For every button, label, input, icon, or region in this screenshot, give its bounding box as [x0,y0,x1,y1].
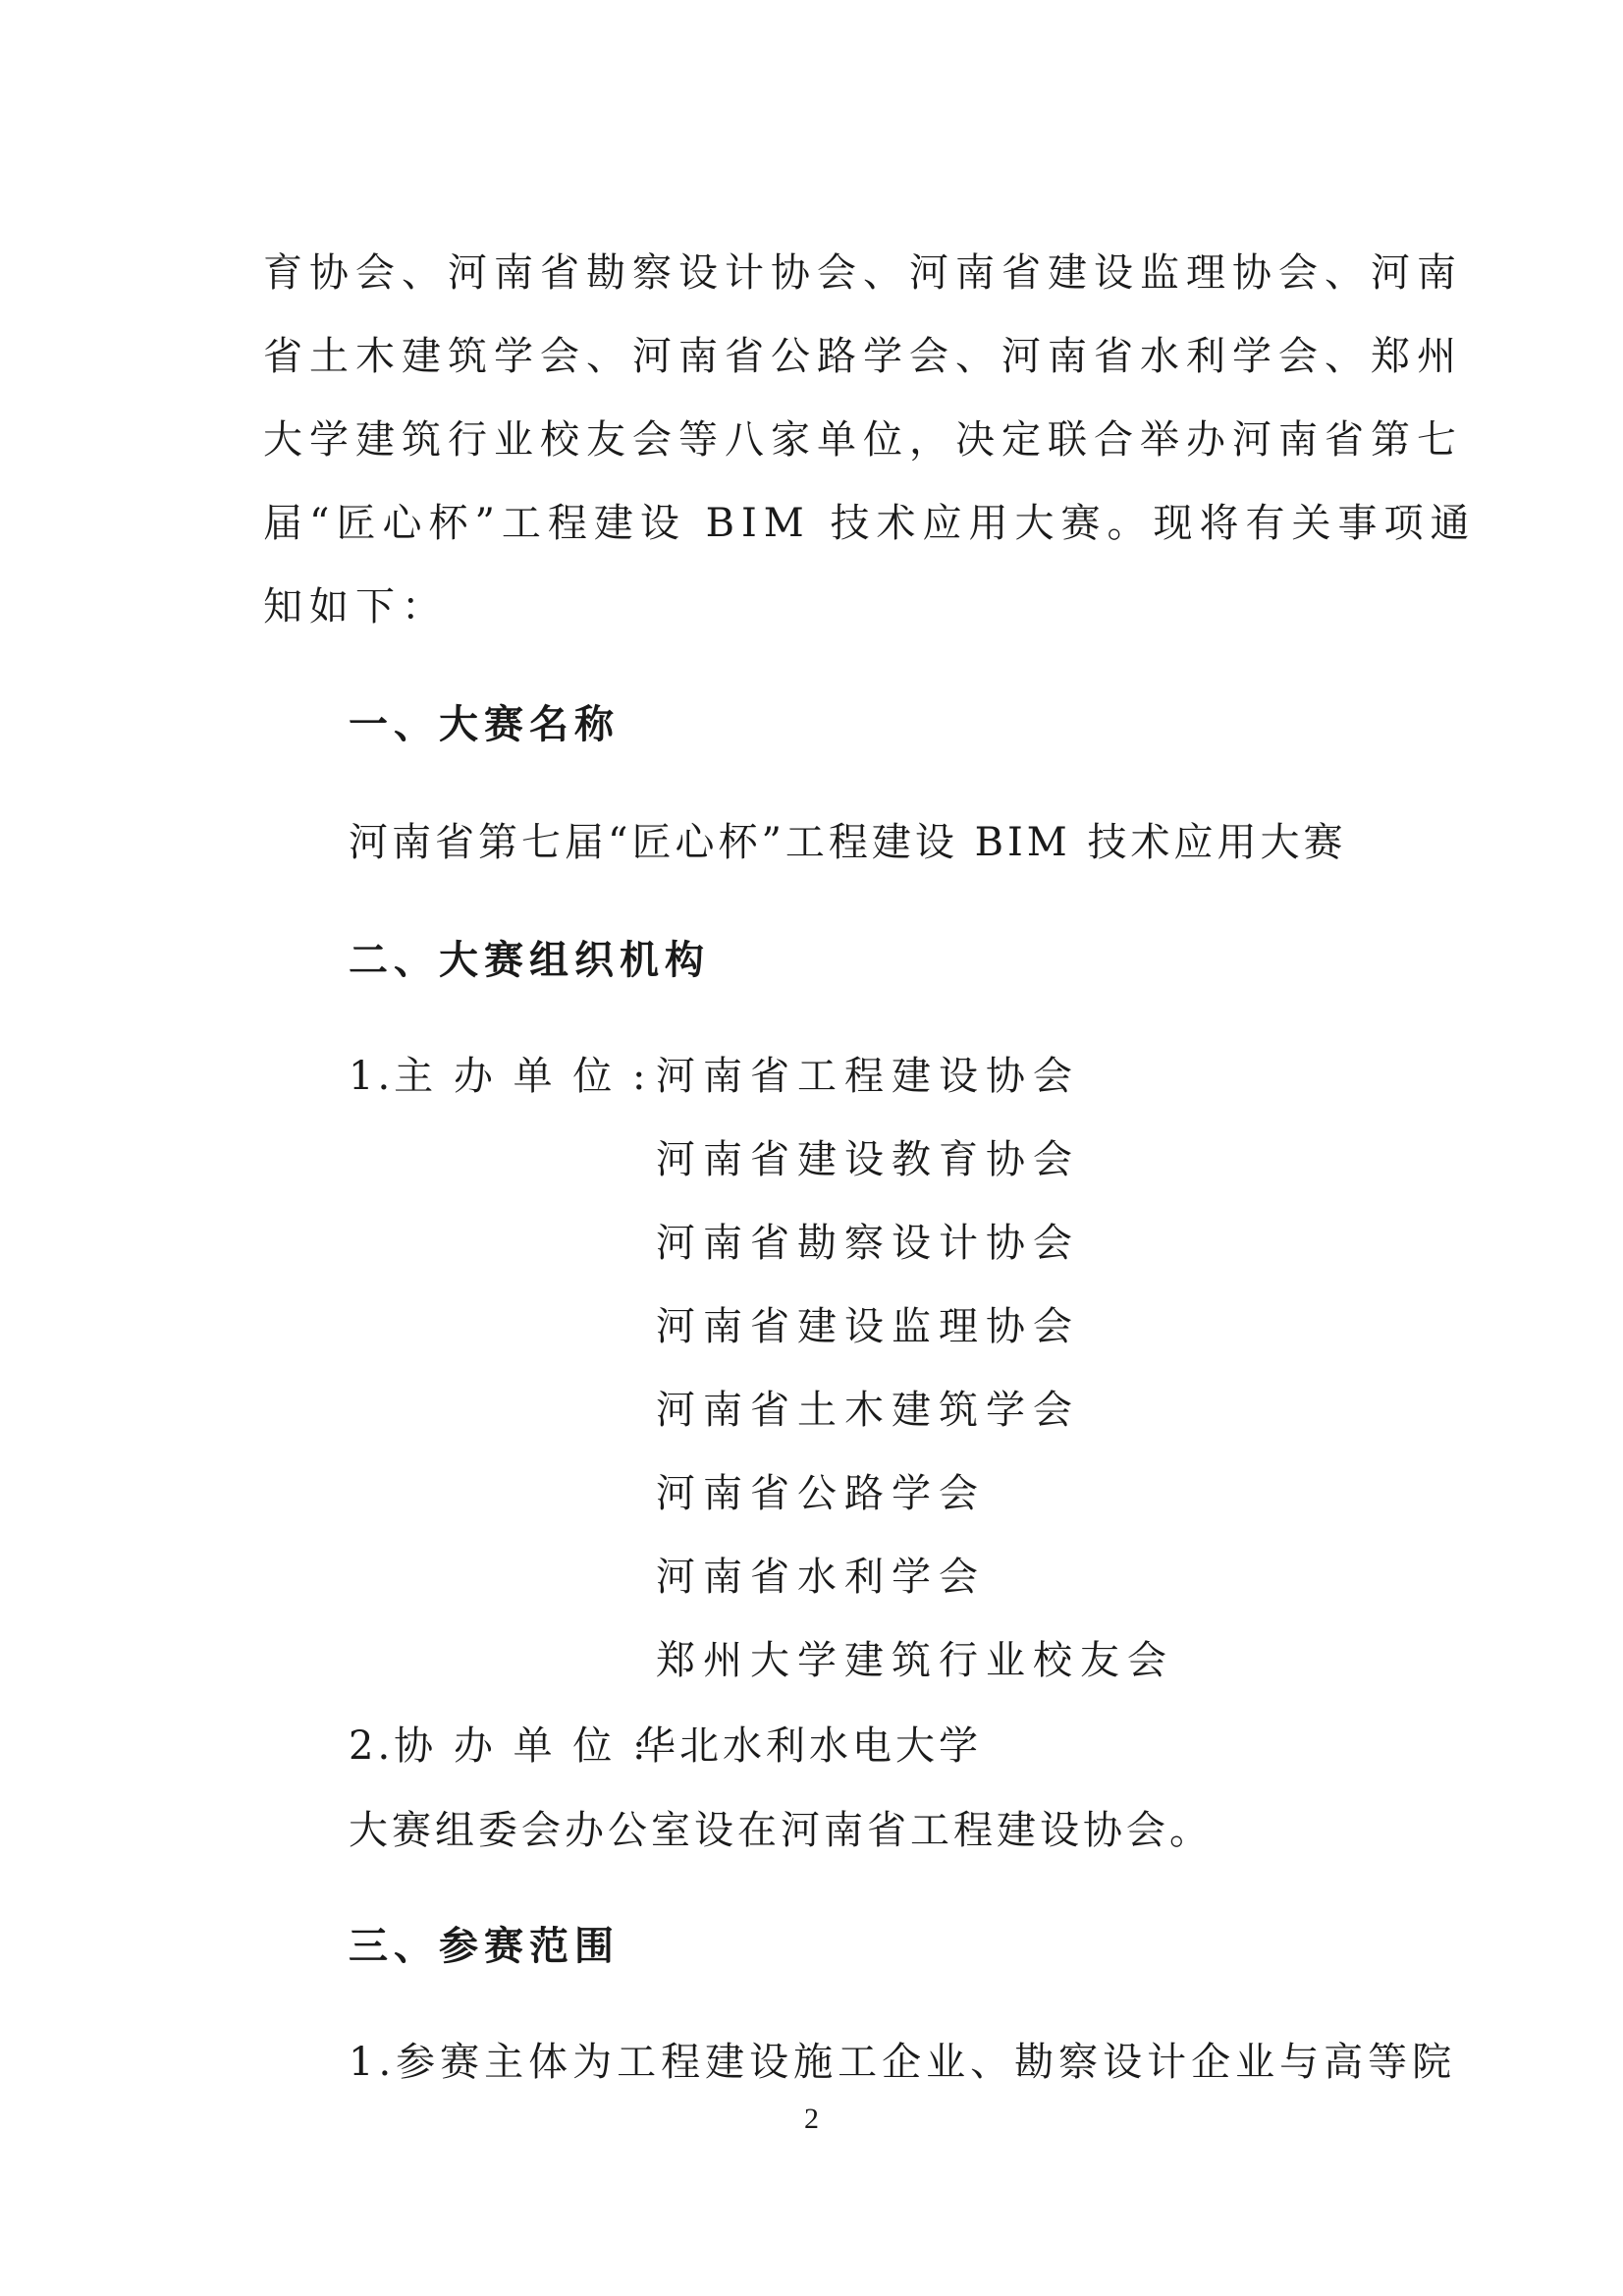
host-org-2: 河南省建设教育协会 [656,1137,1080,1182]
host-org-1: 河南省工程建设协会 [656,1054,1080,1099]
competition-name: 河南省第七届“匠心杯”工程建设 BIM 技术应用大赛 [349,820,1347,865]
section-3-heading: 三、参赛范围 [349,1923,620,1969]
host-org-3: 河南省勘察设计协会 [656,1221,1080,1266]
section-1-heading: 一、大赛名称 [349,701,620,747]
co-organizer-label: 2.协 办 单 位 : [349,1723,650,1769]
host-org-8: 郑州大学建筑行业校友会 [656,1638,1174,1683]
intro-line-4: 届“匠心杯”工程建设 BIM 技术应用大赛。现将有关事项通 [263,501,1477,546]
host-label: 1.主 办 单 位 : [349,1054,650,1099]
intro-line-3: 大学建筑行业校友会等八家单位，决定联合举办河南省第七 [263,417,1463,463]
host-org-5: 河南省土木建筑学会 [656,1388,1080,1433]
section-2-heading: 二、大赛组织机构 [349,937,710,983]
page-number: 2 [804,2103,819,2135]
host-org-7: 河南省水利学会 [656,1555,986,1600]
co-organizer: 华北水利水电大学 [636,1723,982,1769]
intro-line-2: 省土木建筑学会、河南省公路学会、河南省水利学会、郑州 [263,334,1463,379]
office-note: 大赛组委会办公室设在河南省工程建设协会。 [349,1808,1213,1853]
intro-line-5: 知如下： [263,584,448,629]
scope-item-1: 1.参赛主体为工程建设施工企业、勘察设计企业与高等院 [349,2040,1457,2085]
host-org-6: 河南省公路学会 [656,1471,986,1516]
intro-line-1: 育协会、河南省勘察设计协会、河南省建设监理协会、河南 [263,250,1463,296]
host-org-4: 河南省建设监理协会 [656,1304,1080,1349]
